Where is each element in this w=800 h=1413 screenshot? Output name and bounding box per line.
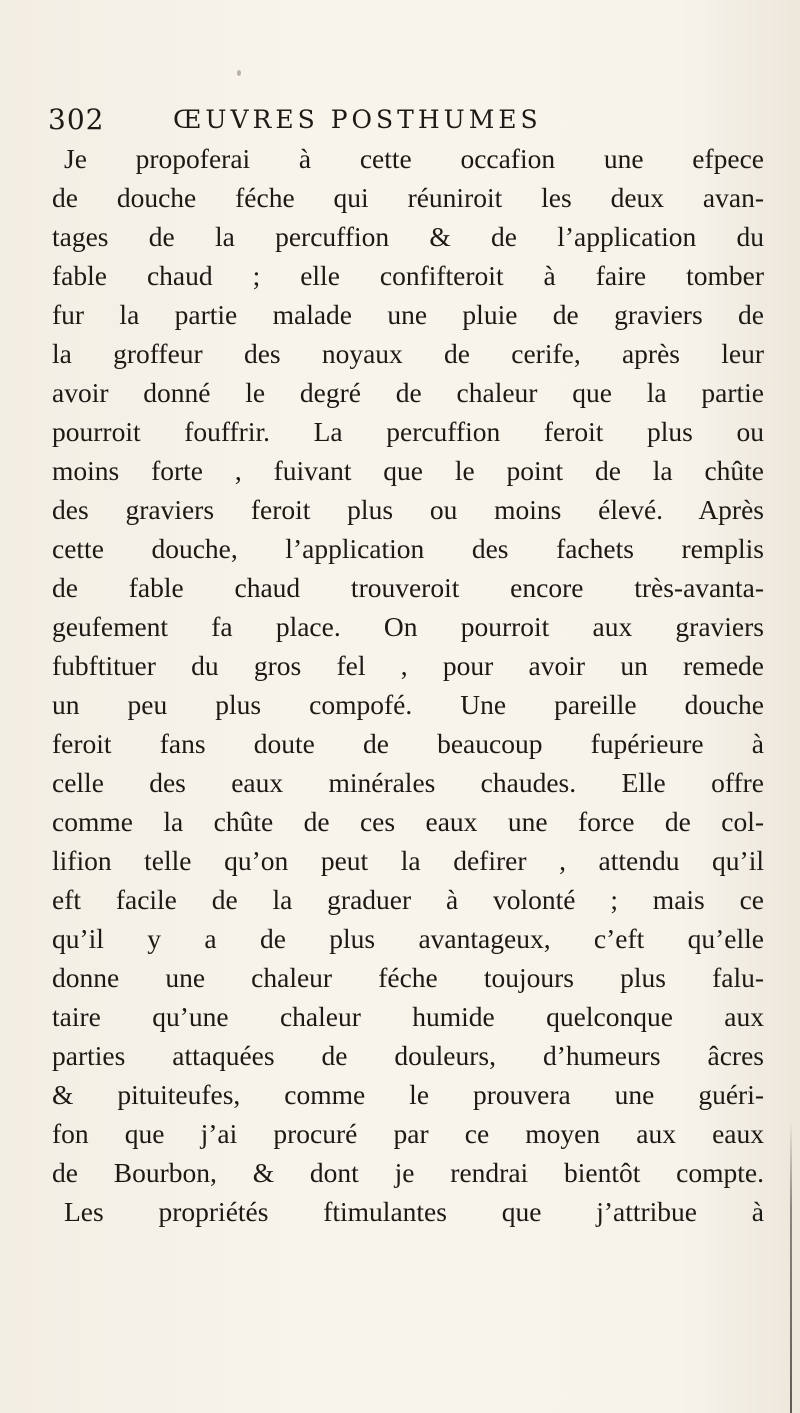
text-line: des graviers feroit plus ou moins élevé. Après — [52, 494, 764, 525]
text-line: fon que j’ai procuré par ce moyen aux eaux — [52, 1118, 764, 1149]
text-line: qu’il y a de plus avantageux, c’eft qu’elle — [52, 923, 764, 954]
text-line: fubftituer du gros fel , pour avoir un remede — [52, 650, 764, 681]
text-line: cette douche, l’application des fachets remplis — [52, 533, 764, 564]
text-line: pourroit fouffrir. La percuffion feroit plus ou — [52, 416, 764, 447]
text-line: tages de la percuffion & de l’application du — [52, 221, 764, 252]
text-line: un peu plus compofé. Une pareille douche — [52, 689, 764, 720]
text-line: feroit fans doute de beaucoup fupérieure à — [52, 728, 764, 759]
page-number: 302 — [48, 103, 105, 136]
text-line: lifion telle qu’on peut la defirer , attendu qu’il — [52, 845, 764, 876]
text-line: de fable chaud trouveroit encore très-avanta- — [52, 572, 764, 603]
text-line: fur la partie malade une pluie de graviers de — [52, 299, 764, 330]
text-line: geufement fa place. On pourroit aux graviers — [52, 611, 764, 642]
text-line: celle des eaux minérales chaudes. Elle offre — [52, 767, 764, 798]
text-line: de Bourbon, & dont je rendrai bientôt compte. — [52, 1157, 764, 1188]
text-line: taire qu’une chaleur humide quelconque aux — [52, 1001, 764, 1032]
text-line: la groffeur des noyaux de cerife, après leur — [52, 338, 764, 369]
running-title: ŒUVRES POSTHUMES — [173, 105, 542, 134]
page-edge-shadow — [790, 1120, 792, 1413]
text-line: parties attaquées de douleurs, d’humeurs âcres — [52, 1040, 764, 1071]
text-line: avoir donné le degré de chaleur que la partie — [52, 377, 764, 408]
text-line: eft facile de la graduer à volonté ; mais ce — [52, 884, 764, 915]
text-line: Les propriétés ftimulantes que j’attribue à — [64, 1196, 764, 1227]
text-line: donne une chaleur féche toujours plus falu- — [52, 962, 764, 993]
running-head — [48, 100, 748, 140]
text-line: de douche féche qui réuniroit les deux avan- — [52, 182, 764, 213]
text-line: moins forte , fuivant que le point de la chûte — [52, 455, 764, 486]
paper-speck — [237, 70, 241, 76]
text-line: Je propoferai à cette occafion une efpece — [64, 143, 764, 174]
text-line: comme la chûte de ces eaux une force de col- — [52, 806, 764, 837]
text-line: & pituiteufes, comme le prouvera une guéri- — [52, 1079, 764, 1110]
text-line: fable chaud ; elle confifteroit à faire tomber — [52, 260, 764, 291]
